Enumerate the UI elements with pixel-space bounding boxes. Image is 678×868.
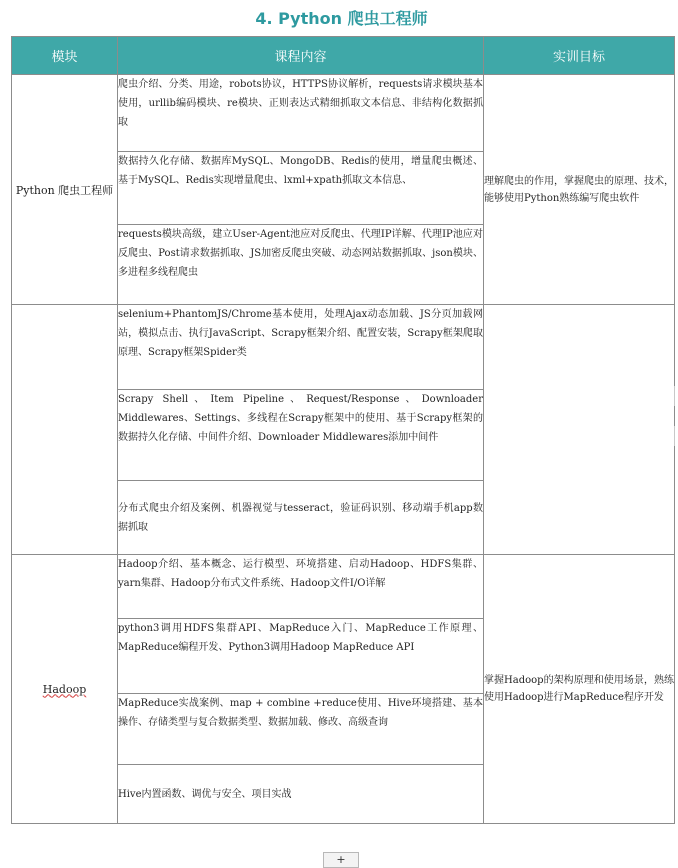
course-table xyxy=(11,36,675,824)
module-label-hadoop: Hadoop xyxy=(42,682,87,696)
target-cell-hadoop: 掌握Hadoop的架构原理和使用场景，熟练使用Hadoop进行MapReduce程序开发 xyxy=(484,555,675,824)
content-cell: selenium+PhantomJS/Chrome基本使用，处理Ajax动态加载、JS分页加载网站，模拟点击、执行JavaScript、Scrapy框架介绍、配置安装，Scrapy框架爬取原理、Scrapy框架Spider类 xyxy=(118,305,484,390)
table-header-row xyxy=(12,37,675,75)
margin-mark xyxy=(674,426,678,446)
content-cell: Hive内置函数、调优与安全、项目实战 xyxy=(118,765,484,824)
content-cell: MapReduce实战案例、map + combine +reduce使用、Hive环境搭建、基本操作、存储类型与复合数据类型、数据加载、修改、高级查询 xyxy=(118,694,484,765)
content-cell: 分布式爬虫介绍及案例、机器视觉与tesseract，验证码识别、移动端手机app数据抓取 xyxy=(118,481,484,555)
content-cell: 爬虫介绍、分类、用途，robots协议，HTTPS协议解析，requests请求模块基本使用，urllib编码模块、re模块、正则表达式精细抓取文本信息、非结构化数据抓取 xyxy=(118,75,484,152)
content-cell: requests模块高级，建立User-Agent池应对反爬虫、代理IP详解、代理IP池应对反爬虫、Post请求数据抓取、JS加密反爬虫突破、动态网站数据抓取、json模块、多进程多线程爬虫 xyxy=(118,225,484,305)
target-cell-python-crawler: 理解爬虫的作用，掌握爬虫的原理、技术，能够使用Python熟练编写爬虫软件 xyxy=(484,75,675,305)
content-cell: Hadoop介绍、基本概念、运行模型、环境搭建、启动Hadoop、HDFS集群、yarn集群、Hadoop分布式文件系统、Hadoop文件I/O详解 xyxy=(118,555,484,619)
module-cell-empty xyxy=(12,305,118,555)
section-title: 4. Python 爬虫工程师 xyxy=(255,9,428,28)
content-cell: python3调用HDFS集群API、MapReduce入门、MapReduce工作原理、MapReduce编程开发、Python3调用Hadoop MapReduce API xyxy=(118,619,484,694)
table-row xyxy=(12,75,675,152)
content-cell: Scrapy Shell、Item Pipeline、Request/Response、Downloader Middlewares、Settings、多线程在Scrapy框架中的使用、基于Scrapy框架的数据持久化存储、中间件介绍、Downloader Middlewares添加中间件 xyxy=(118,390,484,481)
module-cell-hadoop xyxy=(12,555,118,824)
target-cell-empty xyxy=(484,305,675,555)
module-cell-python-crawler: Python 爬虫工程师 xyxy=(12,75,118,305)
add-row-button[interactable]: + xyxy=(323,852,359,868)
table-row xyxy=(12,555,675,619)
header-target: 实训目标 xyxy=(484,37,675,75)
content-cell: 数据持久化存储、数据库MySQL、MongoDB、Redis的使用，增量爬虫概述、基于MySQL、Redis实现增量爬虫、lxml+xpath抓取文本信息、 xyxy=(118,152,484,225)
margin-mark xyxy=(674,386,678,406)
table-row xyxy=(12,305,675,390)
header-module: 模块 xyxy=(12,37,118,75)
header-content: 课程内容 xyxy=(118,37,484,75)
